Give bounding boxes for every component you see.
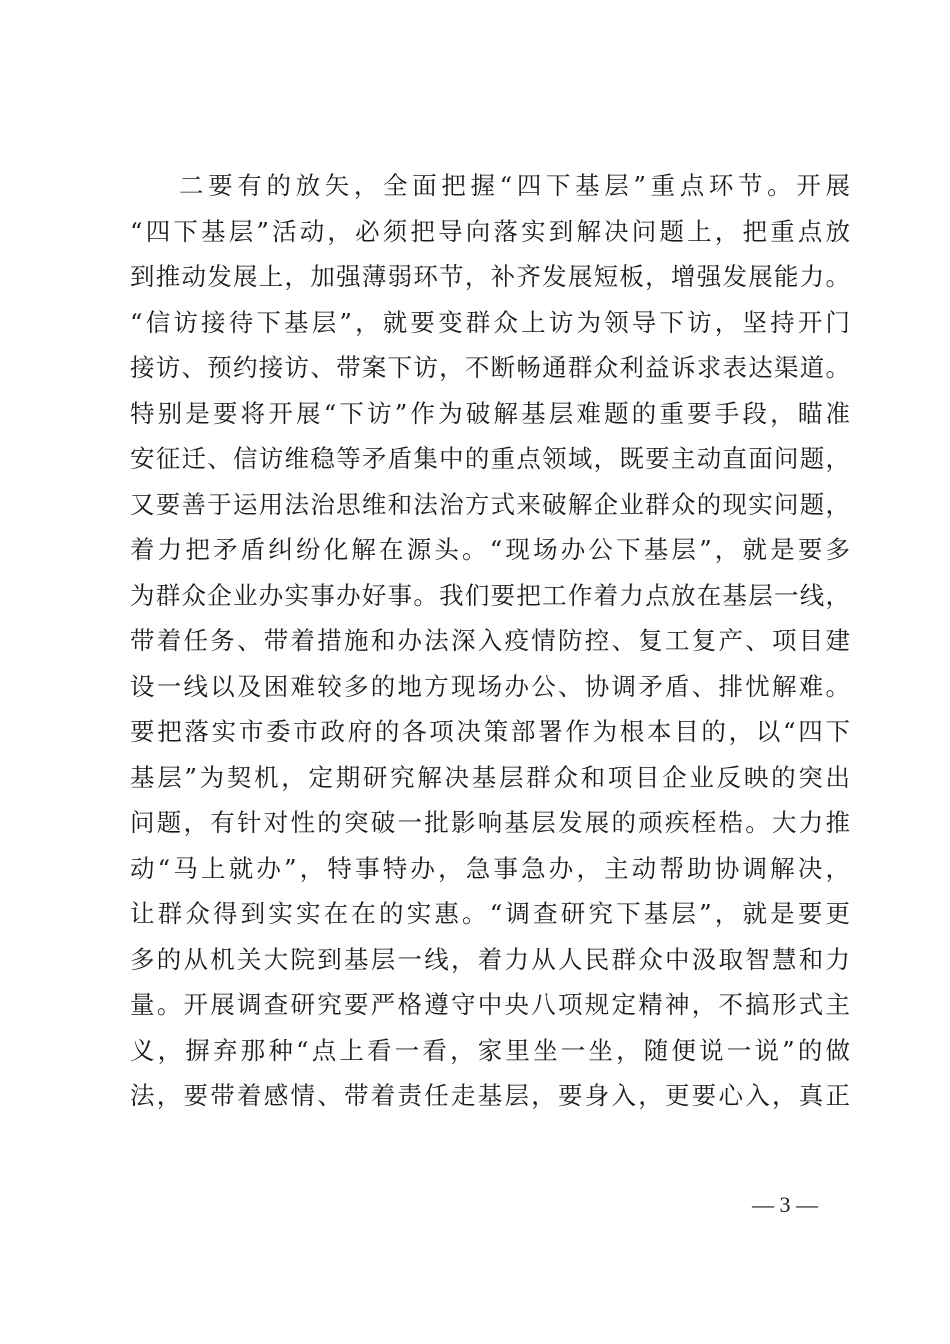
paragraph-line: 多的从机关大院到基层一线，着力从人民群众中汲取智慧和力: [130, 944, 850, 974]
paragraph-line: 动“马上就办”，特事特办，急事急办，主动帮助协调解决，: [130, 853, 850, 883]
paragraph-line: 带着任务、带着措施和办法深入疫情防控、复工复产、项目建: [130, 626, 850, 655]
body-paragraph: [130, 163, 850, 1119]
paragraph-line: 设一线以及困难较多的地方现场办公、协调矛盾、排忧解难。: [130, 671, 850, 701]
paragraph-line: 为群众企业办实事办好事。我们要把工作着力点放在基层一线，: [130, 580, 850, 610]
paragraph-line: 又要善于运用法治思维和法治方式来破解企业群众的现实问题，: [130, 489, 850, 519]
paragraph-line: 量。开展调查研究要严格遵守中央八项规定精神，不搞形式主: [130, 990, 850, 1019]
paragraph-line: “信访接待下基层”，就要变群众上访为领导下访，坚持开门: [130, 307, 850, 337]
paragraph-line: 问题，有针对性的突破一批影响基层发展的顽疾桎梏。大力推: [130, 808, 850, 837]
paragraph-line: 义，摒弃那种“点上看一看，家里坐一坐，随便说一说”的做: [130, 1035, 850, 1065]
paragraph-line: 着力把矛盾纠纷化解在源头。“现场办公下基层”，就是要多: [130, 535, 850, 564]
paragraph-line: 二要有的放矢，全面把握“四下基层”重点环节。开展: [179, 171, 850, 200]
paragraph-line: 安征迁、信访维稳等矛盾集中的重点领域，既要主动直面问题，: [130, 444, 850, 473]
paragraph-line: “四下基层”活动，必须把导向落实到解决问题上，把重点放: [130, 216, 850, 246]
paragraph-line: 让群众得到实实在在的实惠。“调查研究下基层”，就是要更: [130, 899, 850, 928]
paragraph-line: 接访、预约接访、带案下访，不断畅通群众利益诉求表达渠道。: [130, 353, 850, 382]
paragraph-line: 特别是要将开展“下访”作为破解基层难题的重要手段，瞄准: [130, 398, 850, 428]
paragraph-line: 要把落实市委市政府的各项决策部署作为根本目的，以“四下: [130, 717, 850, 746]
paragraph-line: 到推动发展上，加强薄弱环节，补齐发展短板，增强发展能力。: [130, 262, 850, 291]
paragraph-line: 法，要带着感情、带着责任走基层，要身入，更要心入，真正: [130, 1081, 850, 1110]
paragraph-line: 基层”为契机，定期研究解决基层群众和项目企业反映的突出: [130, 762, 850, 792]
page-number: — 3 —: [752, 1192, 818, 1217]
